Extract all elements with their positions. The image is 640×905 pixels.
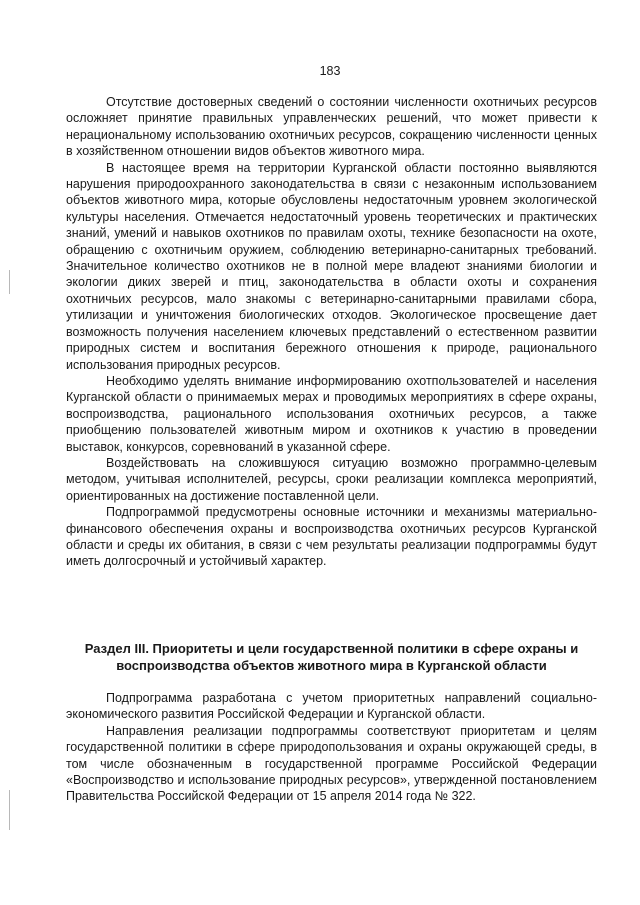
body-text bbox=[66, 94, 597, 570]
paragraph: Подпрограмма разработана с учетом приоритетных направлений социально-экономического развития Российской Федерации и Курганской области. bbox=[66, 691, 597, 722]
paragraph: Отсутствие достоверных сведений о состоянии численности охотничьих ресурсов осложняет принятие правильных управленческих решений, что может привести к нерациональному использованию охотничьих ресурсов, сокращению численности ценных в хозяйственном отношении видов объектов животного мира. bbox=[66, 95, 597, 159]
scan-margin-mark bbox=[9, 270, 10, 294]
paragraph: В настоящее время на территории Курганской области постоянно выявляются нарушения природоохранного законодательства в связи с незаконным использованием объектов животного мира, которые обусловлены недостаточным уровнем экологической культуры населения. Отмечается недостаточный уровень теоретических и практических знаний, умений и навыков охотников по правилам охоты, технике безопасности на охоте, обращению с охотничьим оружием, соблюдению ветеринарно-санитарных требований. Значительное количество охотников не в полной мере владеют знаниями биологии и экологии диких зверей и птиц, законодательства в области охоты и сохранения охотничьих ресурсов, мало знакомы с ветеринарно-санитарными правилами сбора, утилизации и уничтожения биологических отходов. Экологическое просвещение дает возможность получения населением ключевых представлений о естественном развитии природных систем и воспитания бережного отношения к природе, рационального использования природных ресурсов. bbox=[66, 160, 597, 372]
paragraph: Направления реализации подпрограммы соответствуют приоритетам и целям государственной политики в сфере природопользования и охраны окружающей среды, в том числе обозначенным в государственной программе Российской Федерации «Воспроизводство и использование природных ресурсов», утвержденной постановлением Правительства Российской Федерации от 15 апреля 2014 года № 322. bbox=[66, 723, 597, 804]
section-heading: Раздел III. Приоритеты и цели государственной политики в сфере охраны и воспроизводства объектов животного мира в Курганской области bbox=[84, 641, 579, 673]
section-body bbox=[66, 690, 597, 805]
page-number: 183 bbox=[319, 64, 341, 78]
paragraph: Необходимо уделять внимание информированию охотпользователей и населения Курганской области о принимаемых мерах и проводимых мероприятиях в сфере охраны, воспроизводства, рационального использования охотничьих ресурсов, а также приобщению пользователей животным миром и охотников к участию в проведении выставок, конкурсов, соревнований в указанной сфере. bbox=[66, 373, 597, 454]
paragraph: Воздействовать на сложившуюся ситуацию возможно программно-целевым методом, учитывая исполнителей, ресурсы, сроки реализации комплекса мероприятий, ориентированных на достижение поставленной цели. bbox=[66, 455, 597, 503]
scan-margin-mark bbox=[9, 790, 10, 830]
paragraph: Подпрограммой предусмотрены основные источники и механизмы материально-финансового обеспечения охраны и воспроизводства охотничьих ресурсов Курганской области и среды их обитания, в связи с чем результаты реализации подпрограммы будут иметь долгосрочный и устойчивый характер. bbox=[66, 505, 597, 569]
